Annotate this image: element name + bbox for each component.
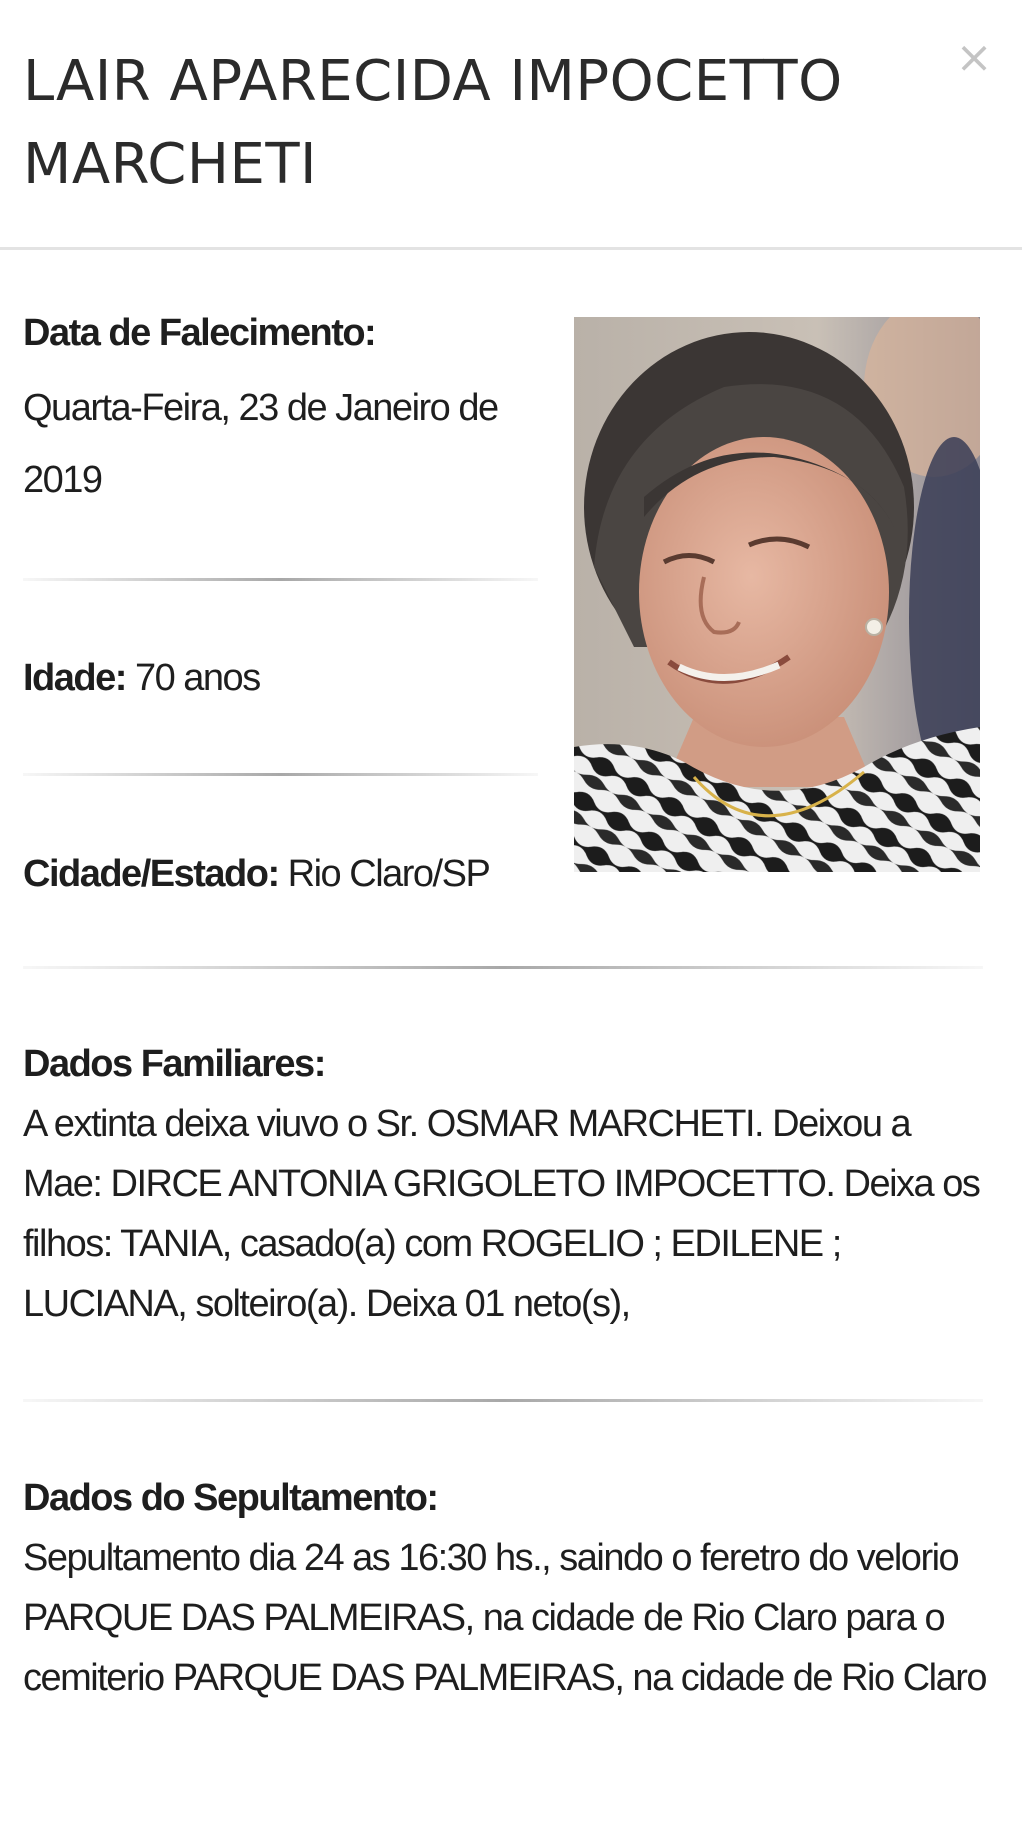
death-date-value: Quarta-Feira, 23 de Janeiro de 2019 (23, 387, 498, 501)
modal-title: LAIR APARECIDA IMPOCETTO MARCHETI (23, 49, 843, 197)
close-button[interactable] (952, 32, 996, 83)
burial-label: Dados do Sepultamento: (23, 1477, 438, 1519)
deceased-photo (574, 317, 980, 872)
burial-text: Sepultamento dia 24 as 16:30 hs., saindo o feretro do velorio PARQUE DAS PALMEIRAS, na cidade de Rio Claro para o cemiterio PARQUE DAS PALMEIRAS, na cidade de Rio Claro (23, 1537, 986, 1699)
close-icon: × (955, 32, 993, 83)
family-text: A extinta deixa viuvo o Sr. OSMAR MARCHETI. Deixou a Mae: DIRCE ANTONIA GRIGOLETO IMPOCETTO. Deixa os filhos: TANIA, casado(a) com ROGELIO ; EDILENE ; LUCIANA, solteiro(a). Deixa 01 neto(s), (23, 1103, 980, 1325)
city-field (23, 846, 489, 902)
age-value: 70 anos (134, 657, 260, 699)
city-label: Cidade/Estado: (23, 853, 279, 895)
death-date-label: Data de Falecimento: (23, 312, 376, 354)
city-value: Rio Claro/SP (287, 853, 490, 895)
age-field (23, 650, 260, 706)
divider (23, 578, 538, 581)
age-label: Idade: (23, 657, 126, 699)
portrait-photo-icon (574, 317, 980, 872)
modal-header (0, 0, 1022, 250)
divider (23, 773, 538, 776)
family-label: Dados Familiares: (23, 1043, 325, 1085)
divider (23, 966, 983, 969)
divider (23, 1399, 983, 1402)
